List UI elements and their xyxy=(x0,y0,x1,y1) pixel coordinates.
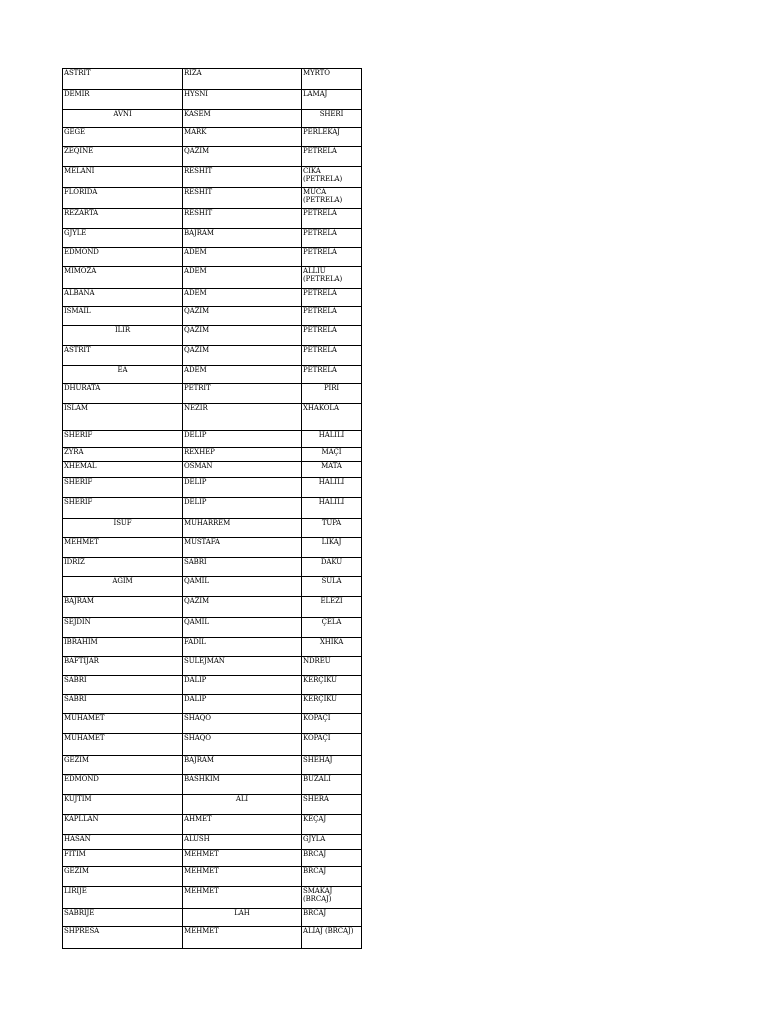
father-name-cell: LAH xyxy=(183,909,302,927)
first-name-cell: AVNI xyxy=(63,110,183,128)
first-name-cell: IBRAHIM xyxy=(63,638,183,657)
surname-cell: SHERI xyxy=(302,110,362,128)
first-name-cell: MIMOZA xyxy=(63,267,183,289)
surname-cell: HALILI xyxy=(302,431,362,448)
surname-cell: HALILI xyxy=(302,498,362,519)
father-name-cell: BAJRAM xyxy=(183,229,302,248)
surname-cell: DAKU xyxy=(302,558,362,577)
first-name-cell: EDMOND xyxy=(63,248,183,267)
table-row xyxy=(63,775,362,795)
father-name-cell: DELIP xyxy=(183,431,302,448)
father-name-cell: RIZA xyxy=(183,69,302,90)
first-name-cell: DHURATA xyxy=(63,384,183,404)
father-name-cell: AHMET xyxy=(183,815,302,835)
table-row xyxy=(63,734,362,756)
first-name-cell: SEJDIN xyxy=(63,618,183,638)
father-name-cell: QAZIM xyxy=(183,307,302,326)
surname-cell: PETRELA xyxy=(302,209,362,229)
table-row xyxy=(63,657,362,676)
first-name-cell: MUHAMET xyxy=(63,714,183,734)
father-name-cell: ADEM xyxy=(183,289,302,307)
table-row xyxy=(63,756,362,775)
father-name-cell: MARK xyxy=(183,128,302,147)
table-row xyxy=(63,69,362,90)
surname-cell: LAMAJ xyxy=(302,90,362,110)
first-name-cell: EA xyxy=(63,366,183,384)
table-row xyxy=(63,577,362,597)
father-name-cell: SABRI xyxy=(183,558,302,577)
table-row xyxy=(63,867,362,887)
table-row xyxy=(63,267,362,289)
surname-cell: KERÇIKU xyxy=(302,695,362,714)
first-name-cell: SABRI xyxy=(63,676,183,695)
table-row xyxy=(63,346,362,366)
first-name-cell: BAJRAM xyxy=(63,597,183,618)
first-name-cell: REZARTA xyxy=(63,209,183,229)
table-row xyxy=(63,188,362,209)
father-name-cell: RESHIT xyxy=(183,188,302,209)
surname-cell: MUCA (PETRELA) xyxy=(302,188,362,209)
surname-cell: MAÇI xyxy=(302,448,362,462)
name-table xyxy=(62,68,362,949)
father-name-cell: QAMIL xyxy=(183,618,302,638)
table-row xyxy=(63,519,362,538)
surname-cell: PETRELA xyxy=(302,366,362,384)
table-row xyxy=(63,128,362,147)
surname-cell: PETRELA xyxy=(302,289,362,307)
first-name-cell: GËZIM xyxy=(63,756,183,775)
surname-cell: PETRELA xyxy=(302,326,362,346)
table-row xyxy=(63,927,362,949)
father-name-cell: MEHMET xyxy=(183,867,302,887)
father-name-cell: DALIP xyxy=(183,695,302,714)
first-name-cell: MELANI xyxy=(63,167,183,188)
surname-cell: CIKA (PETRELA) xyxy=(302,167,362,188)
table-row xyxy=(63,909,362,927)
father-name-cell: QAMIL xyxy=(183,577,302,597)
table-row xyxy=(63,404,362,431)
table-row xyxy=(63,478,362,498)
father-name-cell: ALUSH xyxy=(183,835,302,850)
father-name-cell: QAZIM xyxy=(183,597,302,618)
surname-cell: SHERA xyxy=(302,795,362,815)
first-name-cell: IDRIZ xyxy=(63,558,183,577)
father-name-cell: ADEM xyxy=(183,267,302,289)
surname-cell: KOPAÇI xyxy=(302,734,362,756)
father-name-cell: BAJRAM xyxy=(183,756,302,775)
table-row xyxy=(63,110,362,128)
first-name-cell: ILIR xyxy=(63,326,183,346)
surname-cell: LIKAJ xyxy=(302,538,362,558)
father-name-cell: DELIP xyxy=(183,478,302,498)
first-name-cell: SHERIF xyxy=(63,498,183,519)
surname-cell: XHAKOLA xyxy=(302,404,362,431)
father-name-cell: HYSNI xyxy=(183,90,302,110)
table-row xyxy=(63,498,362,519)
table-row xyxy=(63,618,362,638)
table-row xyxy=(63,167,362,188)
father-name-cell: KASEM xyxy=(183,110,302,128)
first-name-cell: GEGË xyxy=(63,128,183,147)
father-name-cell: MEHMET xyxy=(183,850,302,867)
name-table-body xyxy=(63,69,362,949)
surname-cell: TUPA xyxy=(302,519,362,538)
surname-cell: KEÇAJ xyxy=(302,815,362,835)
father-name-cell: DELIP xyxy=(183,498,302,519)
surname-cell: ALIAJ (BRCAJ) xyxy=(302,927,362,949)
father-name-cell: REXHEP xyxy=(183,448,302,462)
surname-cell: BRCAJ xyxy=(302,909,362,927)
table-row xyxy=(63,887,362,909)
first-name-cell: HASAN xyxy=(63,835,183,850)
first-name-cell: DEMIR xyxy=(63,90,183,110)
table-row xyxy=(63,638,362,657)
surname-cell: KERÇIKU xyxy=(302,676,362,695)
surname-cell: BUZALI xyxy=(302,775,362,795)
father-name-cell: BASHKIM xyxy=(183,775,302,795)
father-name-cell: OSMAN xyxy=(183,462,302,478)
table-row xyxy=(63,209,362,229)
first-name-cell: ISUF xyxy=(63,519,183,538)
father-name-cell: MUSTAFA xyxy=(183,538,302,558)
table-row xyxy=(63,538,362,558)
first-name-cell: GJYLE xyxy=(63,229,183,248)
father-name-cell: RESHIT xyxy=(183,209,302,229)
first-name-cell: GEZIM xyxy=(63,867,183,887)
father-name-cell: QAZIM xyxy=(183,326,302,346)
first-name-cell: SABRI xyxy=(63,695,183,714)
father-name-cell: ADEM xyxy=(183,248,302,267)
surname-cell: PETRELA xyxy=(302,307,362,326)
table-row xyxy=(63,431,362,448)
table-row xyxy=(63,307,362,326)
first-name-cell: BAFTIJAR xyxy=(63,657,183,676)
surname-cell: SHEHAJ xyxy=(302,756,362,775)
surname-cell: MATA xyxy=(302,462,362,478)
table-row xyxy=(63,289,362,307)
first-name-cell: EDMOND xyxy=(63,775,183,795)
surname-cell: XHIKA xyxy=(302,638,362,657)
father-name-cell: DALIP xyxy=(183,676,302,695)
father-name-cell: ADEM xyxy=(183,366,302,384)
surname-cell: PIRI xyxy=(302,384,362,404)
first-name-cell: ASTRIT xyxy=(63,346,183,366)
surname-cell: PERLEKAJ xyxy=(302,128,362,147)
first-name-cell: SHPRESA xyxy=(63,927,183,949)
surname-cell: HALILI xyxy=(302,478,362,498)
table-row xyxy=(63,597,362,618)
first-name-cell: MUHAMET xyxy=(63,734,183,756)
first-name-cell: KAPLLAN xyxy=(63,815,183,835)
surname-cell: BRCAJ xyxy=(302,850,362,867)
surname-cell: BRCAJ xyxy=(302,867,362,887)
surname-cell: ALLIU (PETRELA) xyxy=(302,267,362,289)
father-name-cell: SHAQO xyxy=(183,714,302,734)
first-name-cell: ISMAIL xyxy=(63,307,183,326)
table-row xyxy=(63,835,362,850)
first-name-cell: ALBANA xyxy=(63,289,183,307)
father-name-cell: MEHMET xyxy=(183,927,302,949)
first-name-cell: AGIM xyxy=(63,577,183,597)
father-name-cell: MEHMET xyxy=(183,887,302,909)
first-name-cell: SHERIF xyxy=(63,431,183,448)
father-name-cell: MUHARREM xyxy=(183,519,302,538)
father-name-cell: ALI xyxy=(183,795,302,815)
father-name-cell: SULEJMAN xyxy=(183,657,302,676)
first-name-cell: ZEQINE xyxy=(63,147,183,167)
surname-cell: ÇELA xyxy=(302,618,362,638)
table-row xyxy=(63,448,362,462)
first-name-cell: ISLAM xyxy=(63,404,183,431)
table-row xyxy=(63,676,362,695)
father-name-cell: QAZIM xyxy=(183,346,302,366)
surname-cell: SULA xyxy=(302,577,362,597)
table-row xyxy=(63,462,362,478)
table-row xyxy=(63,90,362,110)
surname-cell: PETRELA xyxy=(302,248,362,267)
father-name-cell: QAZIM xyxy=(183,147,302,167)
first-name-cell: SHERIF xyxy=(63,478,183,498)
table-row xyxy=(63,147,362,167)
surname-cell: GJYLA xyxy=(302,835,362,850)
first-name-cell: ZYRA xyxy=(63,448,183,462)
surname-cell: PETRELA xyxy=(302,229,362,248)
table-row xyxy=(63,384,362,404)
table-row xyxy=(63,850,362,867)
father-name-cell: PETRIT xyxy=(183,384,302,404)
surname-cell: SMAKAJ (BRCAJ) xyxy=(302,887,362,909)
father-name-cell: FADIL xyxy=(183,638,302,657)
surname-cell: PETRELA xyxy=(302,346,362,366)
first-name-cell: KUJTIM xyxy=(63,795,183,815)
first-name-cell: XHEMAL xyxy=(63,462,183,478)
surname-cell: MYRTO xyxy=(302,69,362,90)
table-row xyxy=(63,558,362,577)
surname-cell: KOPAÇI xyxy=(302,714,362,734)
table-row xyxy=(63,815,362,835)
first-name-cell: SABRIJE xyxy=(63,909,183,927)
father-name-cell: NEZIR xyxy=(183,404,302,431)
table-row xyxy=(63,795,362,815)
table-row xyxy=(63,714,362,734)
first-name-cell: FLORIDA xyxy=(63,188,183,209)
first-name-cell: ASTRIT xyxy=(63,69,183,90)
first-name-cell: FITIM xyxy=(63,850,183,867)
father-name-cell: RESHIT xyxy=(183,167,302,188)
table-row xyxy=(63,326,362,346)
surname-cell: ELEZI xyxy=(302,597,362,618)
surname-cell: PETRELA xyxy=(302,147,362,167)
father-name-cell: SHAQO xyxy=(183,734,302,756)
first-name-cell: LIRIJE xyxy=(63,887,183,909)
table-row xyxy=(63,229,362,248)
table-row xyxy=(63,366,362,384)
first-name-cell: MEHMET xyxy=(63,538,183,558)
table-row xyxy=(63,248,362,267)
surname-cell: NDREU xyxy=(302,657,362,676)
table-row xyxy=(63,695,362,714)
